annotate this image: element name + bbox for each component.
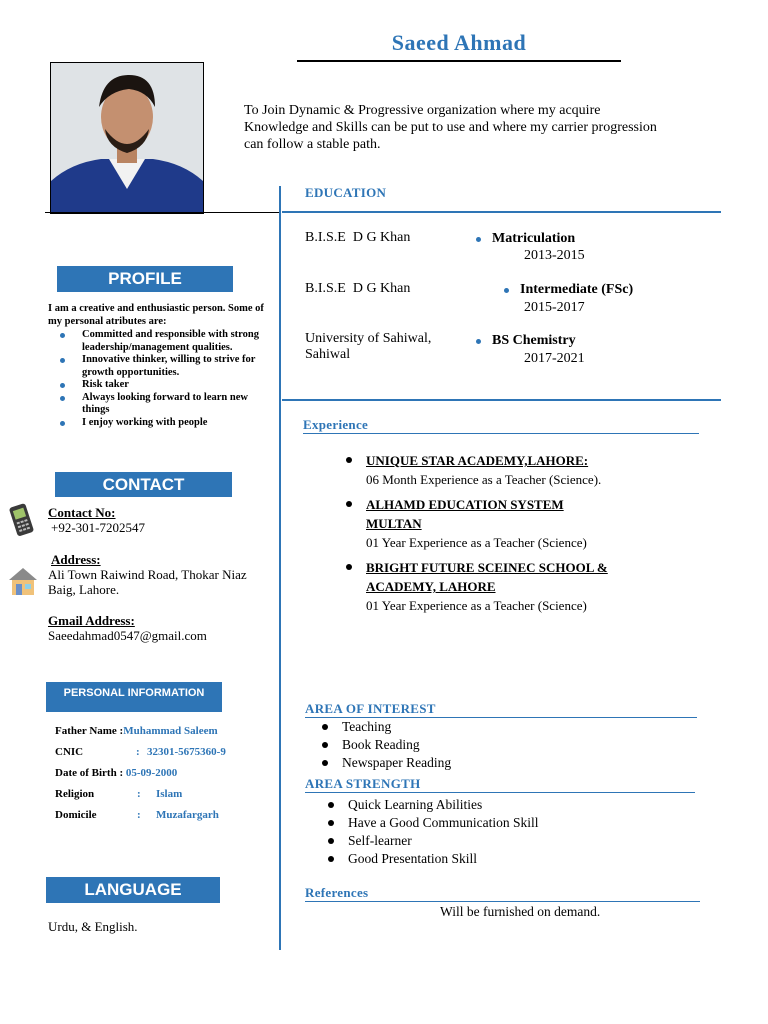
header-divider [45,212,280,213]
interest-item: Newspaper Reading [318,754,451,772]
edu-years-1: 2013-2015 [524,248,585,263]
profile-photo [50,62,204,214]
email-label: Gmail Address: [48,613,135,628]
experience-company: ALHAMD EDUCATION SYSTEM MULTAN [366,497,564,531]
address-label: Address: [51,552,101,567]
domicile-label: Domicile [55,809,97,821]
edu-institute-2: B.I.S.E D G Khan [305,281,411,296]
interest-list [318,718,451,772]
religion-label: Religion [55,788,95,800]
religion-row [55,788,183,800]
experience-item [342,558,642,615]
dob-value: 05-09-2000 [125,767,178,779]
interest-item: Book Reading [318,736,451,754]
edu-institute-1: B.I.S.E D G Khan [305,230,411,245]
strength-list [324,796,538,868]
mobile-phone-icon [6,503,36,542]
domicile-row [55,809,219,821]
profile-item: Risk taker [48,379,274,392]
cnic-label: CNIC [55,746,84,758]
phone-label: Contact No: [48,505,116,520]
experience-detail: 01 Year Experience as a Teacher (Science) [366,535,587,550]
profile-item: Innovative thinker, willing to strive for growth opportunities. [48,354,274,379]
experience-heading: Experience [303,417,699,434]
personal-info-heading: PERSONAL INFORMATION [46,682,222,712]
cnic-value: 32301-5675360-9 [147,746,226,758]
phone-number: +92-301-7202547 [51,520,145,535]
domicile-value: Muzafargarh [156,809,219,821]
experience-item [342,451,642,489]
references-heading: References [305,885,700,902]
experience-company: UNIQUE STAR ACADEMY,LAHORE: [366,453,589,468]
dob-row [55,767,177,779]
experience-item [342,495,642,552]
cnic-sep: : [136,746,140,758]
religion-sep: : [137,788,141,800]
experience-detail: 06 Month Experience as a Teacher (Science). [366,472,602,487]
cnic-row [55,746,226,758]
education-bottom-rule [282,399,721,401]
strength-item: Good Presentation Skill [324,850,538,868]
profile-list [48,329,274,429]
column-divider [279,186,281,950]
strength-item: Self-learner [324,832,538,850]
domicile-sep: : [137,809,141,821]
interest-item: Teaching [318,718,451,736]
profile-item: I enjoy working with people [48,417,274,430]
father-name-label: Father Name : [55,725,124,737]
references-text: Will be furnished on demand. [440,904,601,919]
profile-heading: PROFILE [57,266,233,292]
experience-detail: 01 Year Experience as a Teacher (Science) [366,598,587,613]
strength-item: Have a Good Communication Skill [324,814,538,832]
candidate-name: Saeed Ahmad [297,30,621,62]
interest-heading: AREA OF INTEREST [305,701,697,718]
house-icon [6,564,40,603]
email-address: Saeedahmad0547@gmail.com [48,628,207,643]
profile-item: Committed and responsible with strong leadership/management qualities. [48,329,274,354]
edu-years-3: 2017-2021 [524,351,585,366]
dob-label: Date of Birth : [55,767,124,779]
edu-years-2: 2015-2017 [524,300,585,315]
edu-degree-2 [500,282,633,298]
edu-degree-name: BS Chemistry [472,333,576,349]
language-text: Urdu, & English. [48,919,138,934]
profile-intro: I am a creative and enthusiastic person. Some of my personal atributes are: [48,303,264,327]
contact-heading: CONTACT [55,472,232,497]
edu-degree-3 [472,333,576,349]
edu-degree-name: Intermediate (FSc) [500,282,633,298]
profile-item: Always looking forward to learn new things [48,392,274,417]
religion-value: Islam [156,788,183,800]
father-name-row [55,725,218,737]
education-heading: EDUCATION [305,185,387,200]
address-text: Ali Town Raiwind Road, Thokar Niaz Baig, Lahore. [48,567,247,597]
experience-company: BRIGHT FUTURE SCEINEC SCHOOL & ACADEMY, LAHORE [366,560,608,594]
career-objective: To Join Dynamic & Progressive organization where my acquire Knowledge and Skills can be put to use and where my carrier progression can follow a stable path. [244,103,657,152]
edu-degree-1 [472,231,575,247]
language-heading: LANGUAGE [46,877,220,903]
edu-institute-3: University of Sahiwal, Sahiwal [305,331,432,362]
father-name-value: Muhammad Saleem [123,725,218,737]
profile-section [48,302,274,429]
edu-degree-name: Matriculation [472,231,575,247]
experience-list [342,451,642,615]
strength-heading: AREA STRENGTH [305,776,695,793]
education-top-rule [282,211,721,213]
strength-item: Quick Learning Abilities [324,796,538,814]
